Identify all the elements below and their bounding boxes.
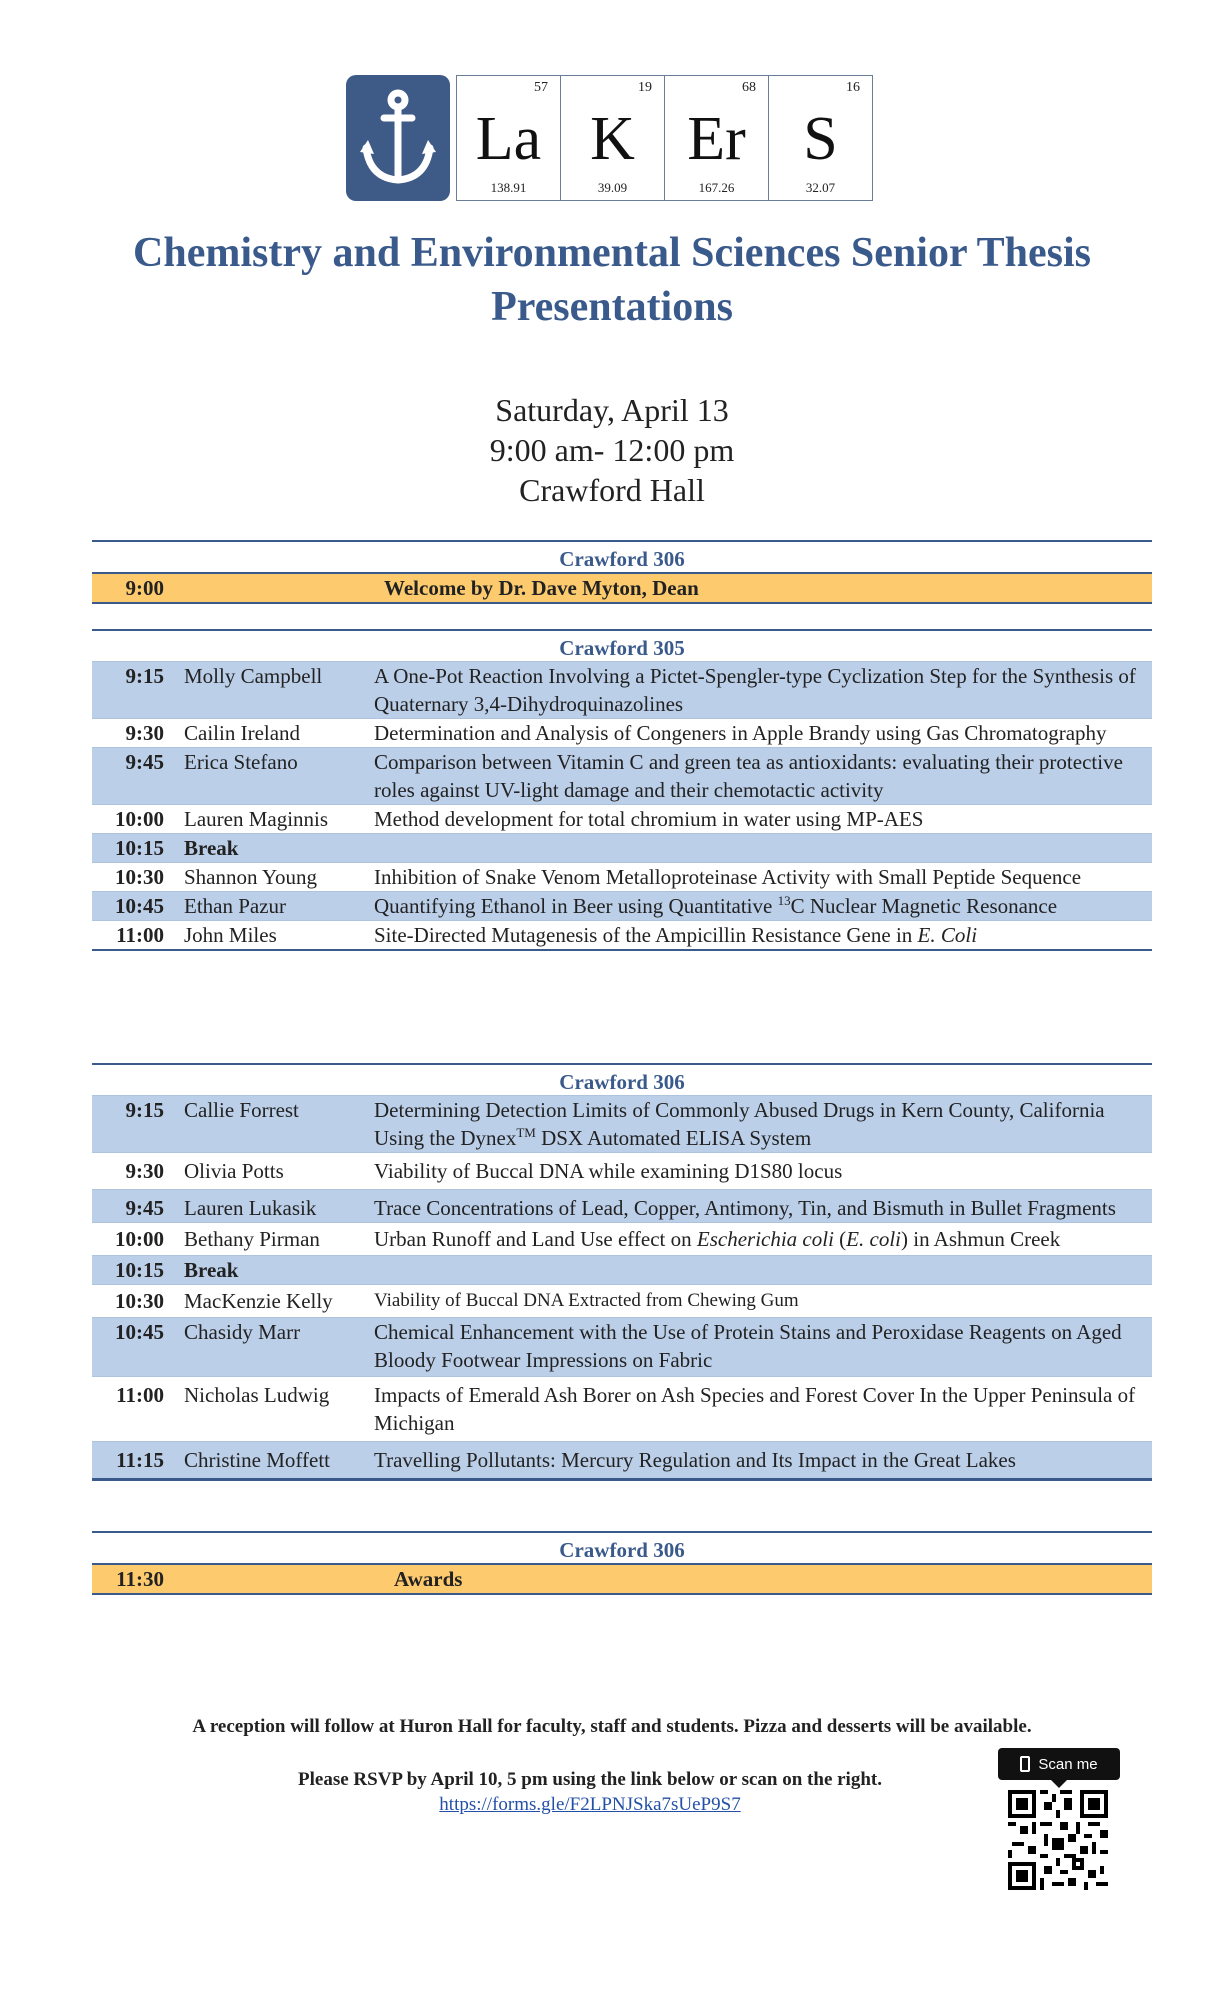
presenter-name: Erica Stefano bbox=[184, 750, 298, 774]
atomic-number: 68 bbox=[742, 80, 756, 95]
awards-session bbox=[92, 1531, 1152, 1595]
session-crawford-305 bbox=[92, 629, 1152, 951]
schedule-row bbox=[92, 1317, 1152, 1376]
slot-time: 9:45 bbox=[125, 1196, 164, 1220]
presentation-title: Quantifying Ethanol in Beer using Quantitative $^{13}$C Nuclear Magnetic Resonance bbox=[374, 893, 1058, 918]
room-heading: Crawford 306 bbox=[92, 1531, 1152, 1563]
presenter-name: Christine Moffett bbox=[184, 1448, 331, 1472]
break-label: Break bbox=[184, 1258, 239, 1282]
schedule-row bbox=[92, 1284, 1152, 1317]
dean-name: Dr. Dave Myton, Dean bbox=[498, 576, 699, 600]
slot-time: 9:45 bbox=[125, 750, 164, 774]
element-symbol: S bbox=[803, 105, 838, 173]
slot-time: 9:30 bbox=[125, 1159, 164, 1183]
slot-time: 10:15 bbox=[115, 836, 164, 860]
awards-label: Awards bbox=[394, 1567, 463, 1591]
qr-code-icon[interactable] bbox=[1008, 1790, 1108, 1890]
scan-me-tag bbox=[998, 1748, 1120, 1780]
schedule-row bbox=[92, 891, 1152, 920]
element-tile-la bbox=[456, 75, 561, 201]
awards-row bbox=[92, 1563, 1152, 1593]
presentation-title: Site-Directed Mutagenesis of the Ampicillin Resistance Gene in E. Coli bbox=[374, 923, 978, 947]
schedule-row bbox=[92, 804, 1152, 833]
slot-time: 10:30 bbox=[115, 865, 164, 889]
schedule-row bbox=[92, 1441, 1152, 1478]
event-time: 9:00 am- 12:00 pm bbox=[489, 432, 735, 468]
element-symbol: La bbox=[475, 105, 542, 173]
schedule-row bbox=[92, 661, 1152, 718]
schedule-row bbox=[92, 1189, 1152, 1222]
presentation-title: Chemical Enhancement with the Use of Protein Stains and Peroxidase Reagents on Aged Bloody Footwear Impressions on Fabric bbox=[374, 1320, 1122, 1372]
welcome-row bbox=[92, 572, 1152, 602]
presenter-name: John Miles bbox=[184, 923, 277, 947]
rsvp-note: Please RSVP by April 10, 5 pm using the link below or scan on the right. bbox=[298, 1769, 882, 1790]
schedule-row bbox=[92, 1222, 1152, 1255]
schedule-row bbox=[92, 862, 1152, 891]
slot-time: 11:15 bbox=[116, 1448, 164, 1472]
presenter-name: Cailin Ireland bbox=[184, 721, 301, 745]
event-date: Saturday, April 13 bbox=[495, 392, 729, 428]
presentation-title: Urban Runoff and Land Use effect on Escherichia coli (E. coli) in Ashmun Creek bbox=[374, 1227, 1061, 1251]
element-tile-k bbox=[560, 75, 665, 201]
break-row bbox=[92, 1255, 1152, 1284]
room-heading: Crawford 306 bbox=[92, 1063, 1152, 1095]
event-info bbox=[0, 390, 1224, 510]
atomic-number: 19 bbox=[638, 80, 652, 95]
schedule-row bbox=[92, 718, 1152, 747]
anchor-icon bbox=[356, 86, 440, 190]
slot-time: 11:00 bbox=[116, 923, 164, 947]
presentation-title: Method development for total chromium in water using MP-AES bbox=[374, 807, 924, 831]
break-row bbox=[92, 833, 1152, 862]
presenter-name: MacKenzie Kelly bbox=[184, 1289, 333, 1313]
schedule-row bbox=[92, 1152, 1152, 1189]
element-tile-s bbox=[768, 75, 873, 201]
phone-icon bbox=[1020, 1756, 1030, 1772]
presentation-title: Travelling Pollutants: Mercury Regulation and Its Impact in the Great Lakes bbox=[374, 1448, 1016, 1472]
slot-time: 10:00 bbox=[115, 1227, 164, 1251]
presenter-name: Bethany Pirman bbox=[184, 1227, 320, 1251]
element-symbol: Er bbox=[687, 105, 746, 173]
presenter-name: Chasidy Marr bbox=[184, 1320, 301, 1344]
welcome-text: Welcome by Dr. Dave Myton, Dean bbox=[384, 576, 699, 600]
lakers-logo bbox=[346, 75, 873, 205]
slot-time: 11:00 bbox=[116, 1383, 164, 1407]
break-label: Break bbox=[184, 836, 239, 860]
slot-time: 9:15 bbox=[125, 664, 164, 688]
presentation-title: Impacts of Emerald Ash Borer on Ash Species and Forest Cover In the Upper Peninsula of Michigan bbox=[374, 1383, 1136, 1435]
slot-time: 9:00 bbox=[125, 576, 164, 600]
presenter-name: Shannon Young bbox=[184, 865, 318, 889]
presentation-title: A One-Pot Reaction Involving a Pictet-Spengler-type Cyclization Step for the Synthesis of Quaternary 3,4-Dihydroquinazolines bbox=[374, 664, 1136, 716]
rsvp-link[interactable]: https://forms.gle/F2LPNJSka7sUeP9S7 bbox=[439, 1794, 741, 1815]
element-symbol: K bbox=[590, 105, 635, 173]
slot-time: 9:15 bbox=[125, 1098, 164, 1122]
session-crawford-306 bbox=[92, 1063, 1152, 1481]
slot-time: 10:15 bbox=[115, 1258, 164, 1282]
presenter-name: Olivia Potts bbox=[184, 1159, 284, 1183]
presenter-name: Lauren Maginnis bbox=[184, 807, 329, 831]
atomic-mass: 138.91 bbox=[490, 180, 527, 195]
schedule-row bbox=[92, 920, 1152, 949]
presenter-name: Molly Campbell bbox=[184, 664, 323, 688]
atomic-number: 16 bbox=[846, 80, 860, 95]
presentation-title: Determining Detection Limits of Commonly Abused Drugs in Kern County, California Using the Dynex™ DSX Automated ELISA System bbox=[374, 1098, 1105, 1150]
welcome-session bbox=[92, 540, 1152, 604]
slot-time: 11:30 bbox=[116, 1567, 164, 1591]
room-heading: Crawford 305 bbox=[92, 629, 1152, 661]
event-place: Crawford Hall bbox=[519, 472, 705, 508]
atomic-mass: 39.09 bbox=[597, 180, 628, 195]
scan-label: Scan me bbox=[1038, 1755, 1098, 1773]
slot-time: 10:45 bbox=[115, 1320, 164, 1344]
schedule-row bbox=[92, 1095, 1152, 1152]
presentation-title: Viability of Buccal DNA while examining D1S80 locus bbox=[374, 1159, 843, 1183]
anchor-badge bbox=[346, 75, 450, 201]
slot-time: 9:30 bbox=[125, 721, 164, 745]
presentation-title: Determination and Analysis of Congeners in Apple Brandy using Gas Chromatography bbox=[374, 721, 1107, 745]
slot-time: 10:30 bbox=[115, 1289, 164, 1313]
presentation-title: Viability of Buccal DNA Extracted from Chewing Gum bbox=[374, 1290, 799, 1311]
slot-time: 10:45 bbox=[115, 894, 164, 918]
atomic-mass: 167.26 bbox=[698, 180, 735, 195]
slot-time: 10:00 bbox=[115, 807, 164, 831]
schedule-row bbox=[92, 1376, 1152, 1441]
atomic-number: 57 bbox=[534, 80, 548, 95]
schedule-row bbox=[92, 747, 1152, 804]
presenter-name: Ethan Pazur bbox=[184, 894, 287, 918]
presenter-name: Callie Forrest bbox=[184, 1098, 299, 1122]
page-title: Chemistry and Environmental Sciences Senior Thesis Presentations bbox=[133, 230, 1091, 330]
reception-note: A reception will follow at Huron Hall for faculty, staff and students. Pizza and desserts will be available. bbox=[192, 1716, 1032, 1737]
presentation-title: Trace Concentrations of Lead, Copper, Antimony, Tin, and Bismuth in Bullet Fragments bbox=[374, 1196, 1116, 1220]
element-tiles bbox=[456, 75, 873, 205]
element-tile-er bbox=[664, 75, 769, 201]
room-heading: Crawford 306 bbox=[92, 540, 1152, 572]
presenter-name: Lauren Lukasik bbox=[184, 1196, 317, 1220]
atomic-mass: 32.07 bbox=[805, 180, 836, 195]
presentation-title: Inhibition of Snake Venom Metalloproteinase Activity with Small Peptide Sequence bbox=[374, 865, 1082, 889]
presenter-name: Nicholas Ludwig bbox=[184, 1383, 330, 1407]
presentation-title: Comparison between Vitamin C and green tea as antioxidants: evaluating their protective roles against UV-light damage and their chemotactic activity bbox=[374, 750, 1123, 802]
